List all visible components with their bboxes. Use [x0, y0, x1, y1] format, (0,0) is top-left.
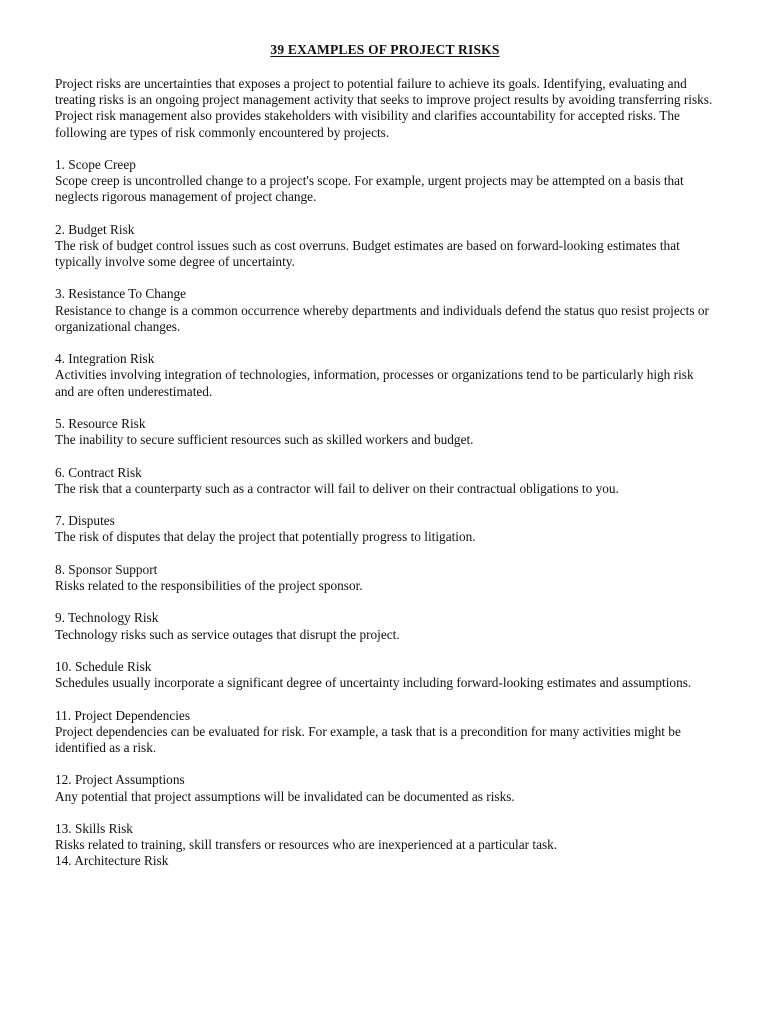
risk-item	[55, 853, 715, 869]
risk-heading: 13. Skills Risk	[55, 820, 133, 836]
risk-heading: 5. Resource Risk	[55, 416, 146, 431]
risk-description: Technology risks such as service outages that disrupt the project.	[55, 626, 400, 642]
risk-heading: 10. Schedule Risk	[55, 658, 152, 674]
risk-description: Risks related to the responsibilities of the project sponsor.	[55, 577, 363, 593]
risk-description: Project dependencies can be evaluated for risk. For example, a task that is a precondition for many activities might be identified as a risk.	[55, 723, 681, 755]
risk-item	[55, 610, 715, 642]
risk-item	[55, 286, 715, 335]
document-page	[55, 42, 715, 886]
risk-item	[55, 465, 715, 497]
risk-description: Scope creep is uncontrolled change to a project's scope. For example, urgent projects may be attempted on a basis that neglects rigorous management of project change.	[55, 173, 684, 205]
risk-heading: 1. Scope Creep	[55, 156, 136, 172]
risk-heading: 2. Budget Risk	[55, 221, 135, 237]
risk-item	[55, 659, 715, 691]
intro-paragraph: Project risks are uncertainties that exposes a project to potential failure to achieve its goals. Identifying, evaluating and treating risks is an ongoing project management activity that seeks to improve project results by avoiding transferring risks. Project risk management also provides stakeholders with visibility and clarifies accountability for accepted risks. The following are types of risk commonly encountered by projects.	[55, 76, 713, 140]
risk-item	[55, 513, 715, 545]
risk-item	[55, 351, 715, 400]
risk-description: The inability to secure sufficient resources such as skilled workers and budget.	[55, 432, 474, 448]
risk-heading: 8. Sponsor Support	[55, 561, 158, 577]
risk-description: The risk of disputes that delay the project that potentially progress to litigation.	[55, 529, 476, 545]
risk-heading: 4. Integration Risk	[55, 351, 155, 367]
risk-heading: 9. Technology Risk	[55, 610, 159, 626]
risk-heading: 12. Project Assumptions	[55, 772, 185, 788]
risk-heading: 3. Resistance To Change	[55, 286, 187, 302]
risk-item	[55, 222, 715, 271]
risk-item	[55, 157, 715, 206]
risk-description: Any potential that project assumptions will be invalidated can be documented as risks.	[55, 788, 515, 804]
risk-heading: 7. Disputes	[55, 513, 115, 529]
risk-description: The risk of budget control issues such as cost overruns. Budget estimates are based on forward-looking estimates that typically involve some degree of uncertainty.	[55, 237, 680, 270]
risk-item	[55, 562, 715, 594]
risk-heading: 14. Architecture Risk	[55, 853, 169, 869]
document-title: 39 EXAMPLES OF PROJECT RISKS	[270, 42, 500, 57]
risk-item	[55, 772, 715, 804]
risk-heading: 11. Project Dependencies	[55, 707, 191, 723]
risk-description: The risk that a counterparty such as a contractor will fail to deliver on their contractual obligations to you.	[55, 480, 619, 496]
risk-description: Resistance to change is a common occurrence whereby departments and individuals defend the status quo resist projects or organizational changes.	[55, 302, 709, 334]
risk-item	[55, 708, 715, 757]
risk-item	[55, 821, 715, 853]
risk-description: Schedules usually incorporate a significant degree of uncertainty including forward-looking estimates and assumptions.	[55, 675, 692, 691]
risk-description: Risks related to training, skill transfers or resources who are inexperienced at a particular task.	[55, 837, 558, 853]
risk-item	[55, 416, 715, 448]
risk-heading: 6. Contract Risk	[55, 464, 142, 480]
risk-description: Activities involving integration of technologies, information, processes or organizations tend to be particularly high risk and are often underestimated.	[55, 367, 694, 399]
